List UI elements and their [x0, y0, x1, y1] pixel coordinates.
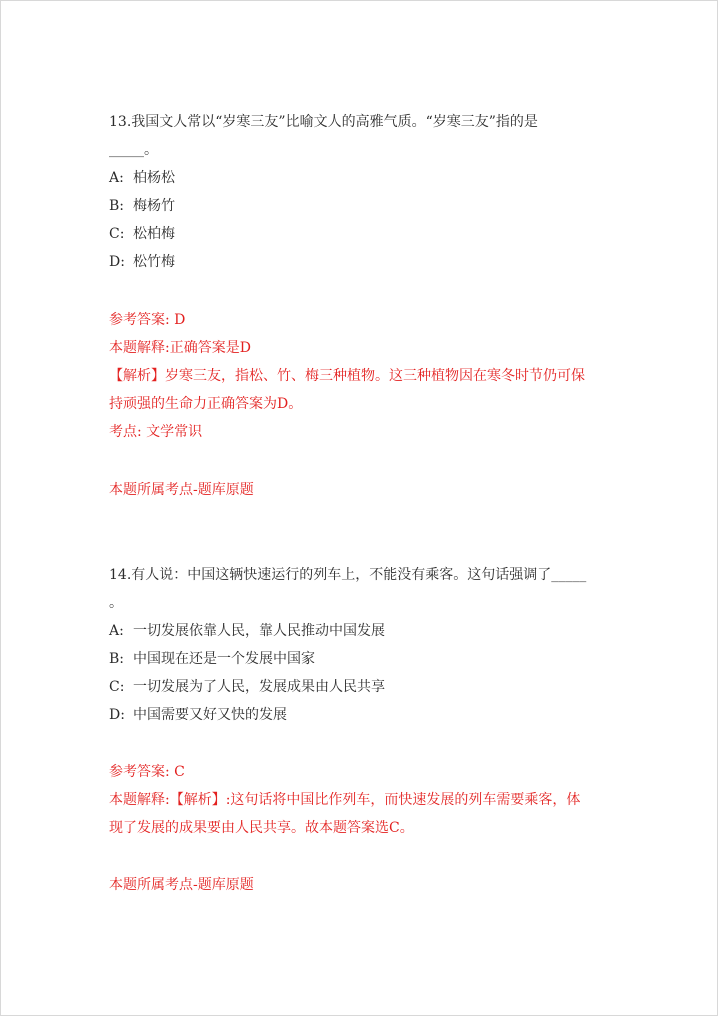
question-13-answer-block	[109, 306, 609, 446]
source-text: 本题所属考点-题库原题	[109, 877, 254, 893]
question-stem-line: 。	[109, 595, 123, 611]
explanation-line: 【解析】岁寒三友，指松、竹、梅三种植物。这三种植物因在寒冬时节仍可保	[109, 368, 585, 384]
option-d	[109, 701, 609, 729]
option-key: C:	[109, 679, 125, 695]
option-text: 中国需要又好又快的发展	[133, 707, 287, 723]
option-text: 柏杨松	[133, 170, 175, 186]
answer-text: 参考答案: C	[109, 764, 185, 780]
option-key: D:	[109, 254, 125, 270]
option-text: 一切发展依靠人民，靠人民推动中国发展	[133, 623, 385, 639]
explanation-line: 现了发展的成果要由人民共享。故本题答案选C。	[109, 820, 414, 836]
option-key: B:	[109, 651, 125, 667]
question-14-stem	[109, 561, 609, 617]
option-d	[109, 248, 609, 276]
question-stem-line: 14.有人说：中国这辆快速运行的列车上，不能没有乘客。这句话强调了_____	[109, 567, 587, 583]
option-c	[109, 673, 609, 701]
option-text: 松竹梅	[133, 254, 175, 270]
question-stem-line: _____。	[109, 142, 158, 158]
option-a	[109, 617, 609, 645]
option-text: 中国现在还是一个发展中国家	[133, 651, 315, 667]
option-text: 一切发展为了人民，发展成果由人民共享	[133, 679, 385, 695]
knowledge-point: 考点: 文学常识	[109, 424, 203, 440]
explanation-line: 本题解释:正确答案是D	[109, 340, 251, 356]
question-stem-line: 13.我国文人常以“岁寒三友”比喻文人的高雅气质。“岁寒三友”指的是	[109, 114, 538, 130]
option-b	[109, 645, 609, 673]
option-key: B:	[109, 198, 125, 214]
question-13-stem	[109, 108, 609, 164]
option-key: C:	[109, 226, 125, 242]
question-13-source	[109, 476, 609, 504]
source-text: 本题所属考点-题库原题	[109, 482, 254, 498]
option-b	[109, 192, 609, 220]
explanation-line: 持顽强的生命力正确答案为D。	[109, 396, 303, 412]
option-key: D:	[109, 707, 125, 723]
option-key: A:	[109, 623, 124, 639]
option-text: 梅杨竹	[133, 198, 175, 214]
question-13-options	[109, 164, 609, 276]
option-a	[109, 164, 609, 192]
explanation-line: 本题解释:【解析】:这句话将中国比作列车，而快速发展的列车需要乘客，体	[109, 792, 581, 808]
question-14-answer-block	[109, 758, 609, 842]
option-key: A:	[109, 170, 124, 186]
option-c	[109, 220, 609, 248]
question-14-source	[109, 871, 609, 899]
answer-text: 参考答案: D	[109, 312, 186, 328]
option-text: 松柏梅	[133, 226, 175, 242]
question-14-options	[109, 617, 609, 729]
